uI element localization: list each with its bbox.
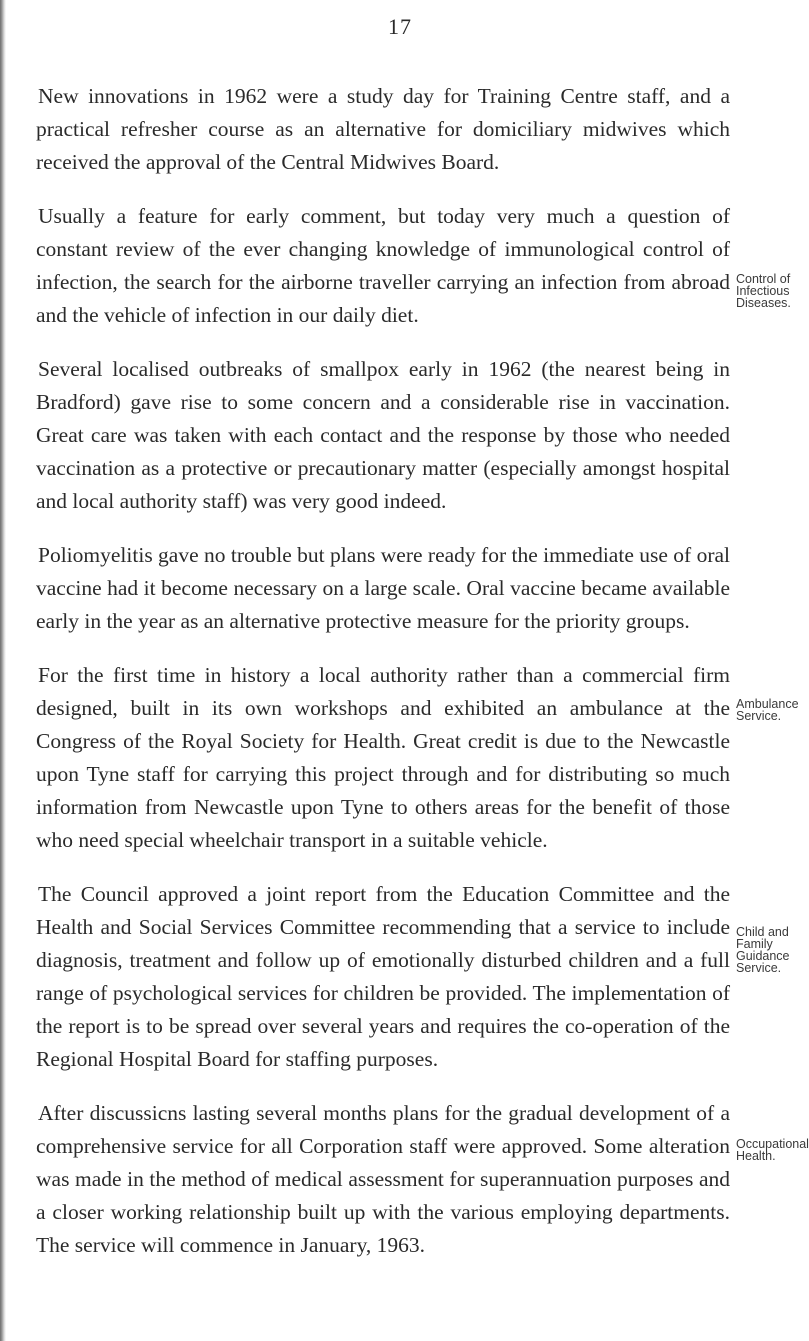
page-number: 17	[388, 14, 412, 39]
margin-note-line: Family	[736, 937, 773, 951]
margin-note-line: Control of	[736, 272, 791, 286]
paragraph-child-guidance: The Council approved a joint report from the Education Committee and the Health and Social Services Committee recommending that a service to include diagnosis, treatment and follow up of emotionally disturbed children and a full range of psychological services for children be provided. The implementation of the report is to be spread over several years and requires the co-operation of the Regional Hospital Board for staffing purposes.	[36, 882, 730, 1071]
margin-note-infectious-diseases	[736, 273, 800, 309]
paragraph-infectious-control: Usually a feature for early comment, but today very much a question of constant review of the ever changing knowledge of immunological control of infection, the search for the airborne traveller carrying an infection from abroad and the vehicle of infection in our daily diet.	[36, 204, 730, 327]
margin-note-line: Health.	[736, 1149, 776, 1163]
paragraph-poliomyelitis: Poliomyelitis gave no trouble but plans were ready for the immediate use of oral vaccine had it become necessary on a large scale. Oral vaccine became available early in the year as an alternative protective measure for the priority groups.	[36, 543, 730, 633]
body-text	[36, 80, 730, 1283]
paragraph-ambulance: For the first time in history a local authority rather than a commercial firm designed, built in its own workshops and exhibited an ambulance at the Congress of the Royal Society for Health. Great credit is due to the Newcastle upon Tyne staff for carrying this project through and for distributing so much information from Newcastle upon Tyne to others areas for the benefit of those who need special wheelchair transport in a suitable vehicle.	[36, 663, 730, 852]
margin-note-ambulance-service	[736, 698, 800, 722]
margin-note-line: Child and	[736, 925, 789, 939]
paragraph-smallpox: Several localised outbreaks of smallpox early in 1962 (the nearest being in Bradford) gave rise to some concern and a considerable rise in vaccination. Great care was taken with each contact and the response by those who needed vaccination as a protective or precautionary matter (especially amongst hospital and local authority staff) was very good indeed.	[36, 357, 730, 513]
margin-note-line: Ambulance	[736, 697, 799, 711]
paragraph-training: New innovations in 1962 were a study day for Training Centre staff, and a practical refresher course as an alternative for domiciliary midwives which received the approval of the Central Midwives Board.	[36, 84, 730, 174]
margin-note-line: Diseases.	[736, 296, 791, 310]
margin-note-line: Guidance	[736, 949, 790, 963]
margin-note-occupational-health	[736, 1137, 809, 1163]
margin-note-line: Occupational	[736, 1137, 809, 1151]
paragraph-occupational-health: After discussicns lasting several months plans for the gradual development of a comprehensive service for all Corporation staff were approved. Some alteration was made in the method of medical assessment for superannuation purposes and a closer working relationship built up with the various employing departments. The service will commence in January, 1963.	[36, 1101, 730, 1257]
margin-note-line: Infectious	[736, 284, 790, 298]
margin-note-line: Service.	[736, 961, 782, 975]
page-binding-edge	[0, 0, 6, 1341]
margin-note-child-guidance	[736, 926, 800, 974]
margin-note-line: Service.	[736, 709, 782, 723]
